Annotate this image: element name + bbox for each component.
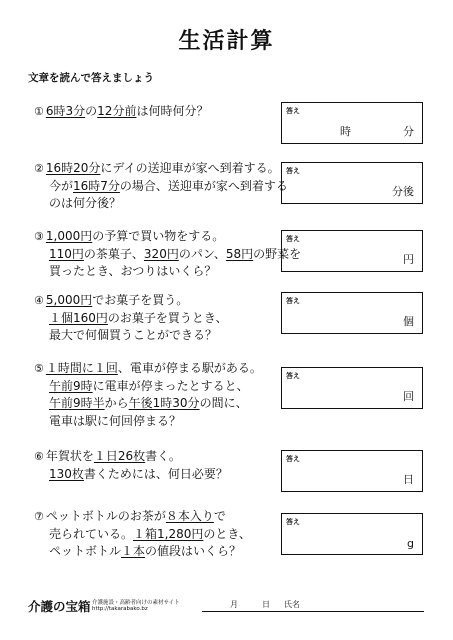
problem-2 <box>34 160 288 213</box>
key-value-text: 320円 <box>143 246 179 261</box>
footer-tagline: 介護施設・高齢者向けの素材サイト <box>92 600 180 606</box>
question-line <box>34 246 302 264</box>
question-line <box>34 103 274 121</box>
question-text <box>34 103 274 121</box>
answer-box-3[interactable] <box>281 230 423 272</box>
question-text <box>34 292 274 345</box>
question-segment: の間に、 <box>199 396 248 410</box>
footer-month-label: 月 <box>230 600 238 609</box>
key-value-text: 5,000円 <box>45 293 93 307</box>
key-value-text: １日26枚 <box>93 449 146 463</box>
answer-box-2[interactable] <box>281 162 423 204</box>
question-line <box>34 526 274 544</box>
key-value-text: １時間に１回 <box>45 361 118 375</box>
question-line <box>34 466 274 484</box>
question-number: ⑤ <box>34 362 44 375</box>
question-line <box>34 413 274 431</box>
question-segment: の野菜を <box>253 246 302 261</box>
answer-unit-minute: 分 <box>403 125 414 138</box>
key-value-text: 午前9時 <box>49 378 93 393</box>
key-value-text: 1,000円 <box>45 229 93 243</box>
question-segment: 、電車が停まる駅がある。 <box>117 361 262 375</box>
footer-url: http://takarabako.bz <box>92 606 148 612</box>
answer-label: 答え <box>286 455 300 463</box>
footer-signature-line <box>202 611 424 612</box>
question-segment: のは何分後？ <box>49 196 122 210</box>
question-segment: で <box>213 509 226 523</box>
question-segment: のパン、 <box>178 246 226 261</box>
answer-label: 答え <box>286 107 300 115</box>
question-segment: の場合、送迎車が家へ到着する <box>119 178 288 193</box>
answer-unit: 個 <box>403 315 414 328</box>
key-value-text: 午後1時30分 <box>128 396 200 410</box>
answer-box-4[interactable] <box>281 292 423 334</box>
question-text <box>34 360 274 430</box>
answer-label: 答え <box>286 518 300 526</box>
question-line <box>34 543 274 561</box>
answer-unit: g <box>407 537 414 550</box>
problem-7 <box>34 508 274 561</box>
question-segment: から <box>104 396 129 410</box>
footer-brand-logo: 介護の宝箱 <box>28 599 91 614</box>
question-segment: でお菓子を買う。 <box>92 293 189 307</box>
question-text <box>34 508 274 561</box>
problem-6 <box>34 448 274 483</box>
question-segment: 買ったとき、おつりはいくら？ <box>49 264 217 278</box>
key-value-text: 58円 <box>225 246 254 261</box>
question-text <box>34 160 288 213</box>
key-value-text: １本 <box>121 544 146 558</box>
question-line <box>34 160 280 178</box>
question-text <box>34 448 274 483</box>
key-value-text: 110円 <box>49 246 84 261</box>
key-value-text: 16時20分 <box>45 161 101 175</box>
question-number: ⑦ <box>34 510 44 523</box>
answer-unit-hour: 時 <box>340 125 351 138</box>
question-line <box>34 360 274 378</box>
key-value-text: 16時7分 <box>73 178 120 193</box>
question-segment: 年賀状を <box>45 449 94 463</box>
question-segment: の茶菓子、 <box>83 246 144 261</box>
footer-day-label: 日 <box>262 600 270 609</box>
question-segment: 売られている。 <box>49 526 134 541</box>
question-number: ④ <box>34 294 44 307</box>
question-segment: のお菓子を買うとき、 <box>107 310 228 325</box>
question-segment: にデイの送迎車が家へ到着する。 <box>100 161 280 175</box>
instructions: 文章を読んで答えましょう <box>28 72 154 84</box>
question-segment: 最大で何個買うことができる？ <box>49 328 218 342</box>
answer-unit: 日 <box>403 473 414 486</box>
question-line <box>34 378 274 396</box>
key-value-text: １箱1,280円 <box>133 526 204 541</box>
question-line <box>34 292 274 310</box>
key-value-text: 12分前 <box>97 104 137 118</box>
question-line <box>34 263 274 281</box>
key-value-text: ８本入り <box>165 509 214 523</box>
question-line <box>34 395 274 413</box>
question-line <box>34 228 274 246</box>
question-line <box>34 195 274 213</box>
key-value-text: 130枚 <box>49 466 84 481</box>
question-line <box>34 310 274 328</box>
question-segment: 今が <box>49 178 74 193</box>
question-number: ③ <box>34 230 44 243</box>
question-number: ① <box>34 105 44 118</box>
key-value-text: 6時3分 <box>45 104 86 118</box>
answer-box-6[interactable] <box>281 450 423 492</box>
key-value-text: 午前9時半 <box>49 396 105 410</box>
answer-label: 答え <box>286 297 300 305</box>
question-segment: ペットボトルのお茶が <box>45 509 166 523</box>
question-line <box>34 327 274 345</box>
question-segment: の予算で買い物をする。 <box>92 229 225 243</box>
question-line <box>34 508 274 526</box>
answer-unit: 回 <box>403 390 414 403</box>
problem-5 <box>34 360 274 430</box>
answer-unit: 分後 <box>392 185 414 198</box>
question-line <box>34 178 288 196</box>
question-segment: は何時何分？ <box>136 104 209 118</box>
answer-label: 答え <box>286 372 300 380</box>
question-segment: 書くためには、何日必要？ <box>83 466 228 481</box>
answer-box-1[interactable] <box>281 102 423 144</box>
question-segment: 書く。 <box>145 449 181 463</box>
question-number: ⑥ <box>34 450 44 463</box>
answer-label: 答え <box>286 167 300 175</box>
question-number: ② <box>34 162 44 175</box>
answer-label: 答え <box>286 235 300 243</box>
problem-4 <box>34 292 274 345</box>
answer-unit: 円 <box>403 253 414 266</box>
question-segment: の <box>85 104 98 118</box>
question-segment: の値段はいくら？ <box>145 544 242 558</box>
question-segment: 電車は駅に何回停まる？ <box>49 413 182 428</box>
answer-box-5[interactable] <box>281 367 423 409</box>
question-segment: ペットボトル <box>49 544 122 558</box>
footer-name-label: 氏名 <box>284 600 300 609</box>
question-line <box>34 448 274 466</box>
answer-box-7[interactable] <box>281 513 423 555</box>
problem-1 <box>34 103 274 121</box>
question-segment: のとき、 <box>203 526 251 541</box>
question-segment: に電車が停まったとすると、 <box>92 378 249 393</box>
key-value-text: １個 <box>49 310 74 325</box>
page-title: 生活計算 <box>178 29 275 54</box>
key-value-text: 160円 <box>73 310 108 325</box>
